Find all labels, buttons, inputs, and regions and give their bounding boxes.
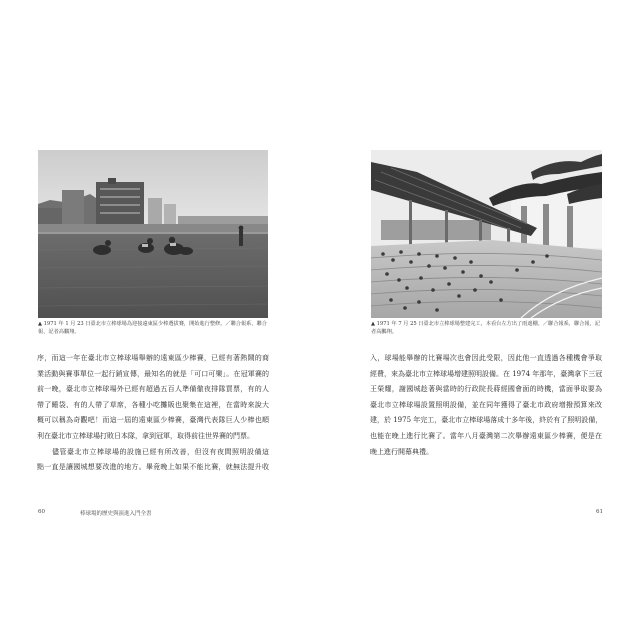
page-number: 61 xyxy=(596,509,603,515)
text-line: 晚上進行開幕典禮。 xyxy=(370,447,433,456)
text-line: 儘管臺北市立棒球場的設施已經有所改善，但沒有夜間照明設備這 xyxy=(37,447,269,456)
body-text xyxy=(370,351,602,460)
page-number: 60 xyxy=(38,509,45,515)
text-line: 入，球場能舉辦的比賽場次也會因此受限，因此他一直透過各種機會爭取 xyxy=(370,354,602,362)
field-renovation-image xyxy=(38,150,268,318)
caption-line: 報，記者高鵬翔。 xyxy=(38,329,80,335)
photo-stadium-stands xyxy=(371,150,602,318)
text-line: 也能在晚上進行比賽了。當年八月臺灣第二次舉辦遠東區少棒賽，便是在 xyxy=(370,431,602,440)
text-line: 點一直是讓國城想要改進的地方。畢竟晚上如果不能比賽，就無法提升收 xyxy=(37,463,269,472)
right-page xyxy=(320,0,640,640)
caption-line: 者高鵬翔。 xyxy=(371,329,397,335)
text-line: 概可以稱為奇觀吧！而這一屆的遠東區少棒賽，臺灣代表隊巨人少棒也順 xyxy=(37,416,269,425)
text-line: 經費，來為臺北市立棒球場增建照明設備。在 1974 年那年，臺灣拿下三冠 xyxy=(370,369,602,378)
caption-line: ▲ 1971 年 7 月 25 日臺北市立棒球場整建完工，本看台左方出了雨遮棚。／聯合報系，聯合報，記 xyxy=(371,321,600,327)
text-line: 利在臺北市立棒球場打敗日本隊，拿到冠軍，取得前往世界賽的門票。 xyxy=(37,431,254,440)
text-line: 王榮耀，謝國城趁著與當時的行政院長蔣經國會面的時機，當面爭取要為 xyxy=(370,385,602,394)
text-line: 建，於 1975 年完工，臺北市立棒球場落成十多年後，終於有了照明設備， xyxy=(370,416,602,425)
stadium-stands-image xyxy=(371,150,602,318)
running-title: 棒球場的歷史與演進入門全書 xyxy=(80,511,152,517)
caption-line: ▲ 1971 年 1 月 23 日臺北市立棒球場為迎接遠東區少棒選拔賽，開始進行整修。／聯合報系，聯合 xyxy=(38,321,267,327)
text-line: 業活動與賽事單位一起行銷宣傳，最知名的就是「可口可樂」。在冠軍賽的 xyxy=(37,369,269,378)
photo-caption xyxy=(38,320,270,336)
text-line: 前一晚，臺北市立棒球場外已經有超過五百人準備徹夜排隊買票，有的人 xyxy=(37,385,269,394)
photo-caption xyxy=(371,320,603,336)
photo-field-renovation xyxy=(38,150,268,318)
text-line: 序，而這一年在臺北市立棒球場舉辦的遠東區少棒賽，已經有著熱鬧的商 xyxy=(37,354,269,362)
text-line: 帶了睡袋、有的人帶了草席，各種小吃攤販也聚集在這裡，在當時來說大 xyxy=(37,400,269,409)
text-line: 臺北市立棒球場設置照明設備，並在同年獲得了臺北市政府增撥預算來改 xyxy=(370,400,602,409)
body-text xyxy=(37,351,269,476)
